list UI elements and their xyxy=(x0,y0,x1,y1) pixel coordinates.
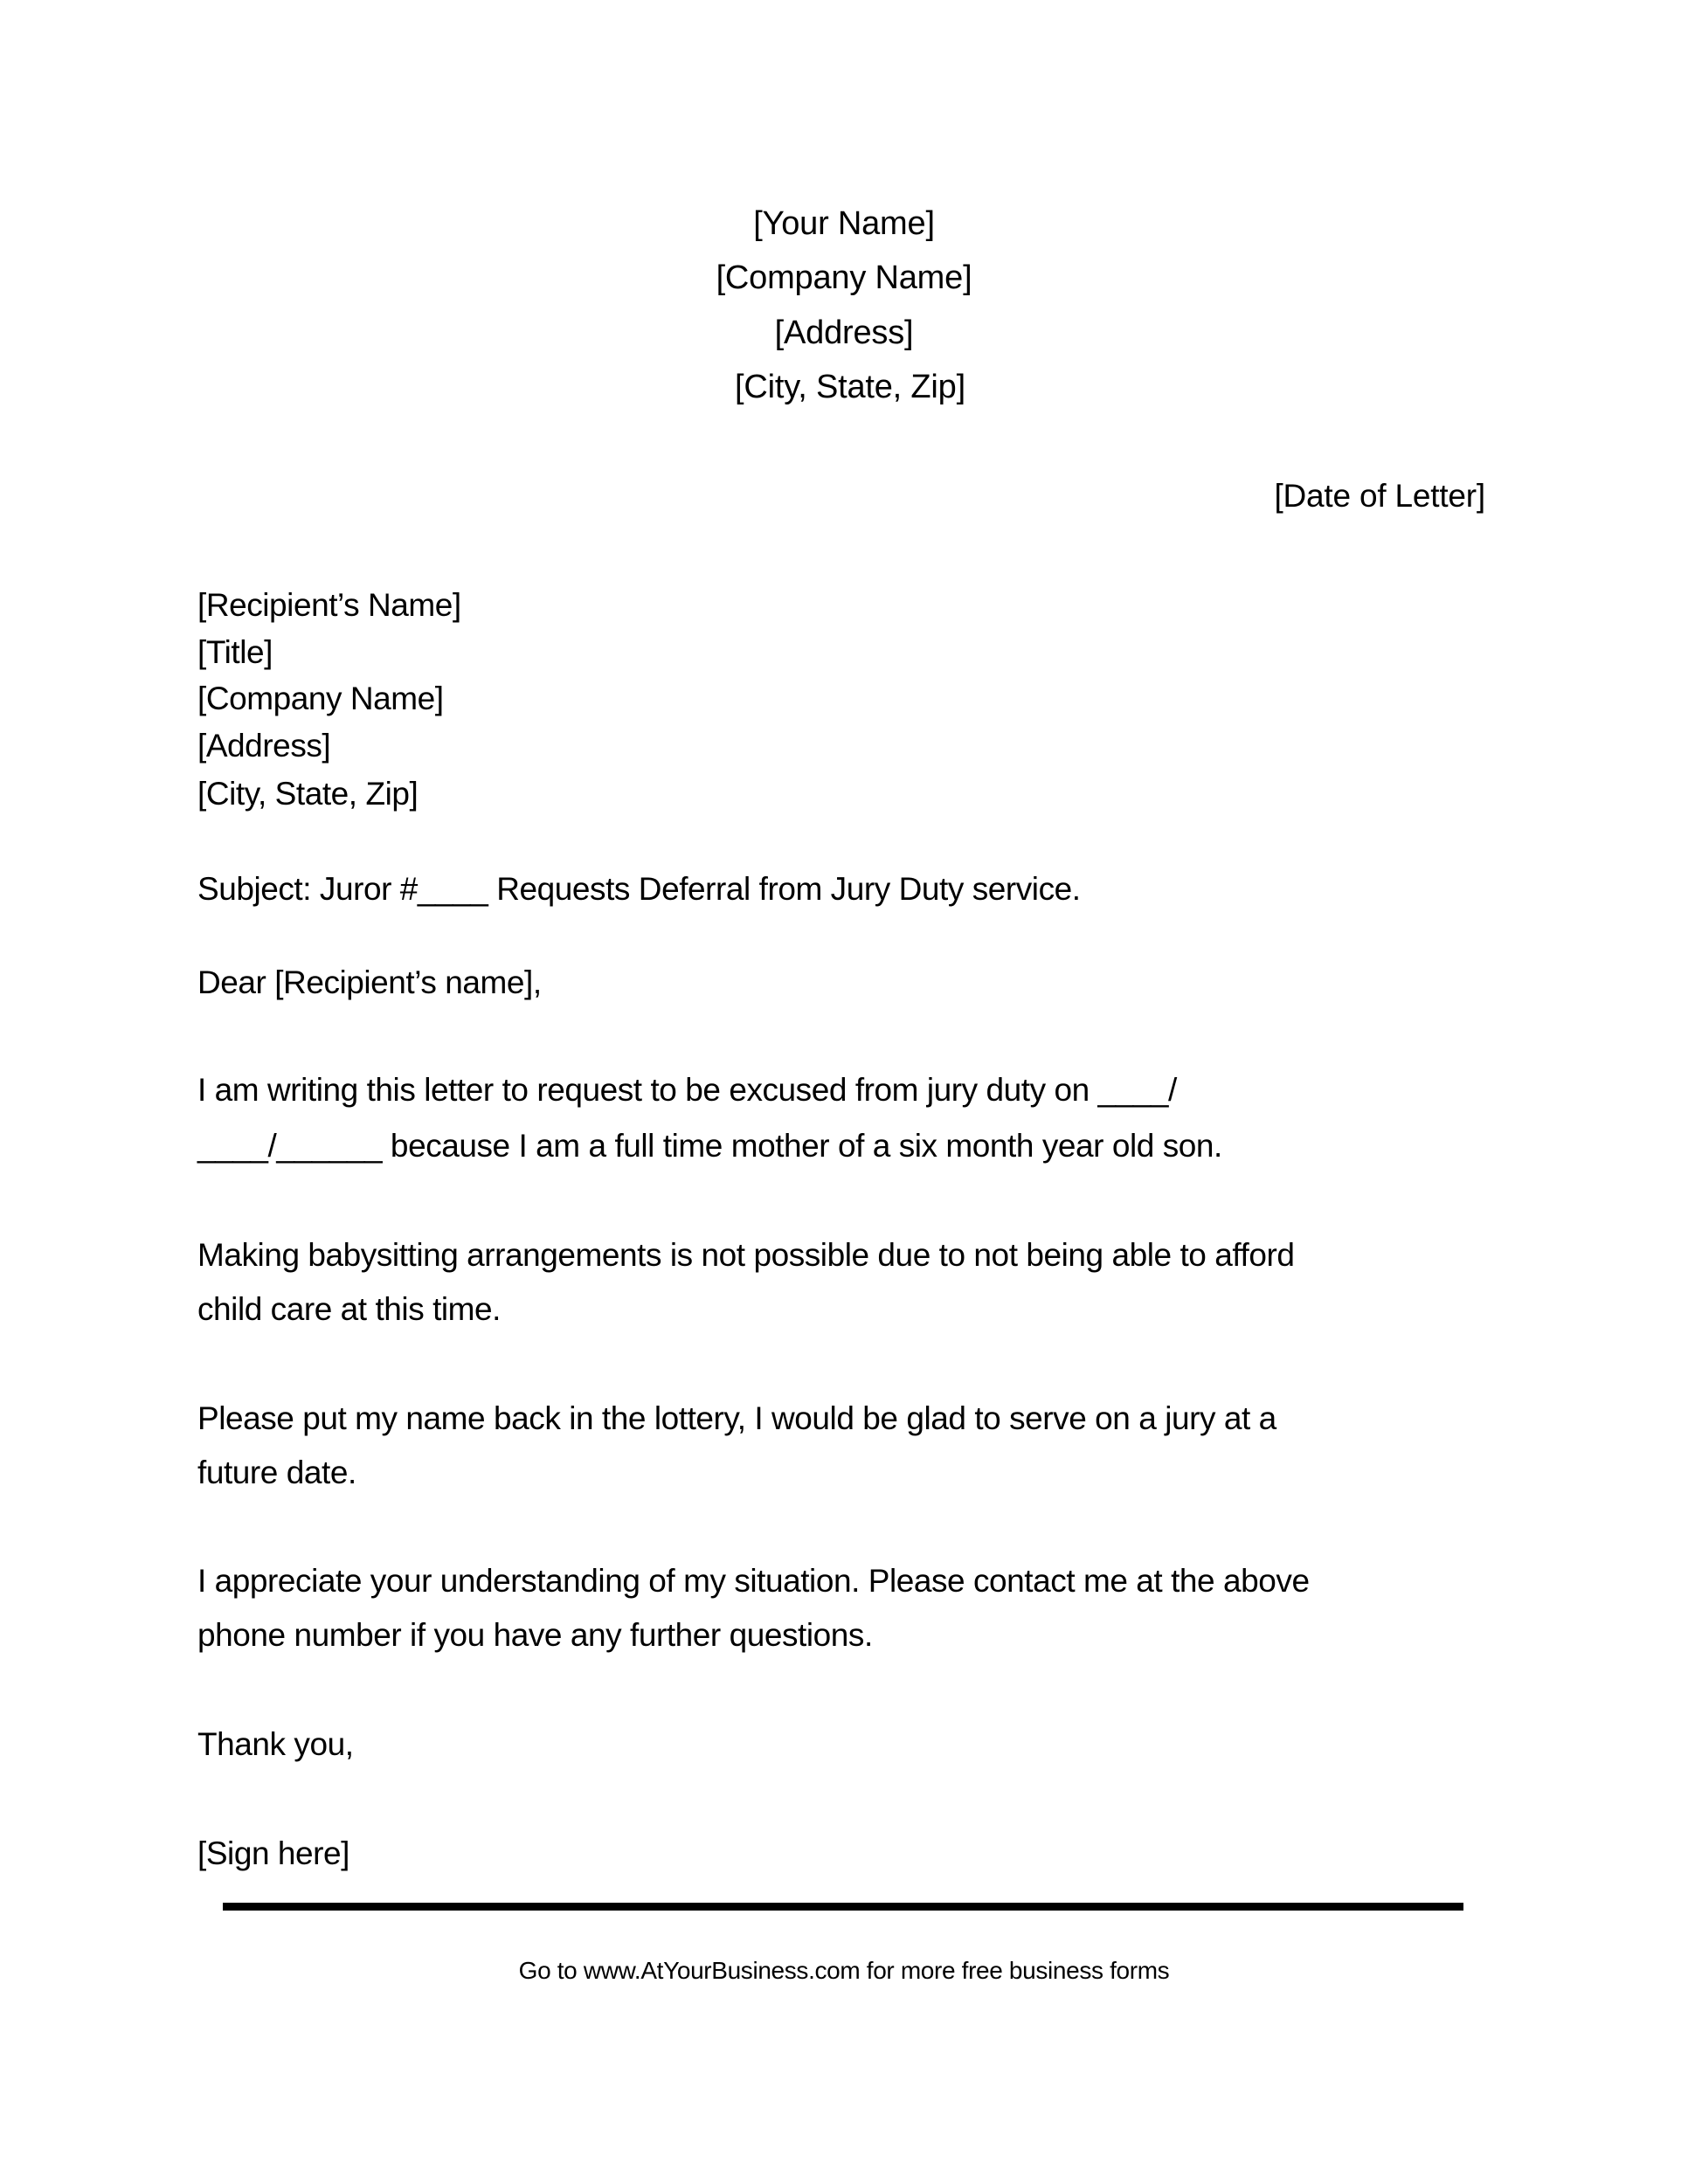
subject-line: Subject: Juror #____ Requests Deferral from Jury Duty service. xyxy=(197,871,1081,907)
paragraph-line: ____/______ because I am a full time mother of a six month year old son. xyxy=(197,1128,1222,1164)
paragraph-line: Please put my name back in the lottery, I would be glad to serve on a jury at a xyxy=(197,1400,1276,1436)
paragraph-line: I appreciate your understanding of my situation. Please contact me at the above xyxy=(197,1563,1310,1599)
closing: Thank you, xyxy=(197,1726,354,1762)
salutation: Dear [Recipient’s name], xyxy=(197,964,542,1000)
paragraph-line: Making babysitting arrangements is not possible due to not being able to afford xyxy=(197,1237,1295,1273)
horizontal-rule xyxy=(223,1903,1463,1911)
recipient-city-state-zip: [City, State, Zip] xyxy=(197,776,419,812)
letter-date: [Date of Letter] xyxy=(1274,478,1485,514)
sender-company: [Company Name] xyxy=(716,259,972,296)
recipient-title: [Title] xyxy=(197,634,273,670)
recipient-name: [Recipient’s Name] xyxy=(197,587,461,623)
signature-placeholder: [Sign here] xyxy=(197,1835,349,1871)
sender-name: [Your Name] xyxy=(753,205,935,242)
recipient-company: [Company Name] xyxy=(197,681,444,716)
sender-address: [Address] xyxy=(774,314,914,351)
sender-city-state-zip: [City, State, Zip] xyxy=(735,369,965,405)
footer-text: Go to www.AtYourBusiness.com for more free business forms xyxy=(518,1957,1170,1984)
paragraph-line: future date. xyxy=(197,1455,356,1490)
paragraph-line: child care at this time. xyxy=(197,1291,502,1327)
paragraph-line: phone number if you have any further questions. xyxy=(197,1617,873,1653)
paragraph-line: I am writing this letter to request to be excused from jury duty on ____/ xyxy=(197,1072,1177,1108)
recipient-address: [Address] xyxy=(197,728,331,764)
